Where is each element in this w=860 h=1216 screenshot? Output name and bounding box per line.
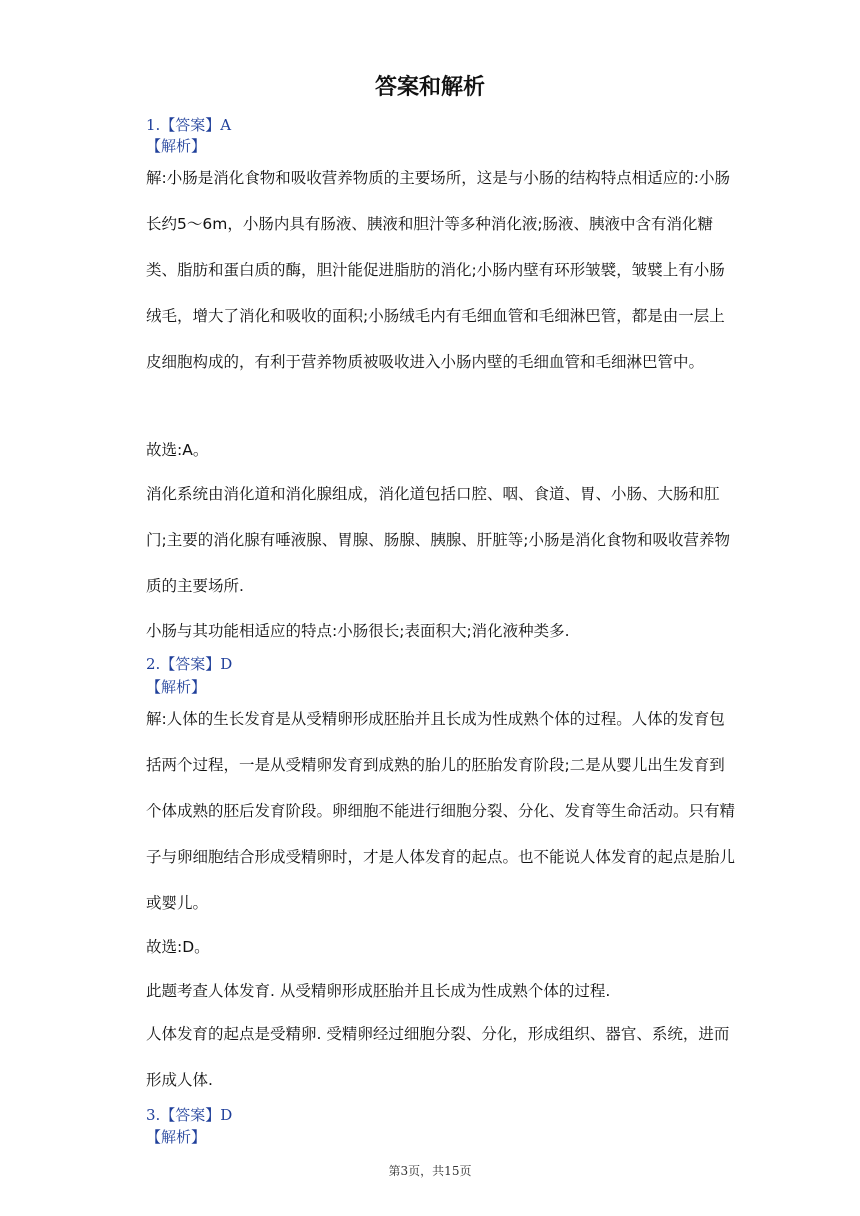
q1-feature-summary: 小肠与其功能相适应的特点:小肠很长;表面积大;消化液种类多. [146,622,570,640]
q2-topic-note: 此题考查人体发育. 从受精卵形成胚胎并且长成为性成熟个体的过程. [146,982,611,1000]
q2-analysis-label: 【解析】 [146,678,207,696]
page-footer: 第3页，共15页 [388,1164,472,1178]
page-title: 答案和解析 [374,75,485,100]
q3-answer: 3.【答案】D [146,1106,233,1124]
q2-conclusion-paragraph: 人体发育的起点是受精卵. 受精卵经过细胞分裂、分化，形成组织、器官、系统，进而形成人体. [146,1025,730,1089]
q1-analysis-paragraph: 解:小肠是消化食物和吸收营养物质的主要场所，这是与小肠的结构特点相适应的:小肠长约5～6m，小肠内具有肠液、胰液和胆汁等多种消化液;肠液、胰液中含有消化糖类、脂肪和蛋白质的酶，胆汁能促进脂肪的消化;小肠内壁有环形皱襞，皱襞上有小肠绒毛，增大了消化和吸收的面积;小肠绒毛内有毛细血管和毛细淋巴管，都是由一层上皮细胞构成的，有利于营养物质被吸收进入小肠内壁的毛细血管和毛细淋巴管中。 [146,169,730,371]
q2-choice: 故选:D。 [146,938,210,956]
q2-answer: 2.【答案】D [146,655,233,673]
q1-explanation-paragraph: 消化系统由消化道和消化腺组成，消化道包括口腔、咽、食道、胃、小肠、大肠和肛门;主要的消化腺有唾液腺、胃腺、肠腺、胰腺、肝脏等;小肠是消化食物和吸收营养物质的主要场所. [146,485,730,595]
q2-analysis-paragraph: 解:人体的生长发育是从受精卵形成胚胎并且长成为性成熟个体的过程。人体的发育包括两个过程，一是从受精卵发育到成熟的胎儿的胚胎发育阶段;二是从婴儿出生发育到个体成熟的胚后发育阶段。卵细胞不能进行细胞分裂、分化、发育等生命活动。只有精子与卵细胞结合形成受精卵时，才是人体发育的起点。也不能说人体发育的起点是胎儿或婴儿。 [146,710,736,912]
q1-analysis-label: 【解析】 [146,137,207,155]
q3-analysis-label: 【解析】 [146,1128,207,1146]
q1-answer: 1.【答案】A [146,116,232,134]
q1-choice: 故选:A。 [146,441,209,459]
